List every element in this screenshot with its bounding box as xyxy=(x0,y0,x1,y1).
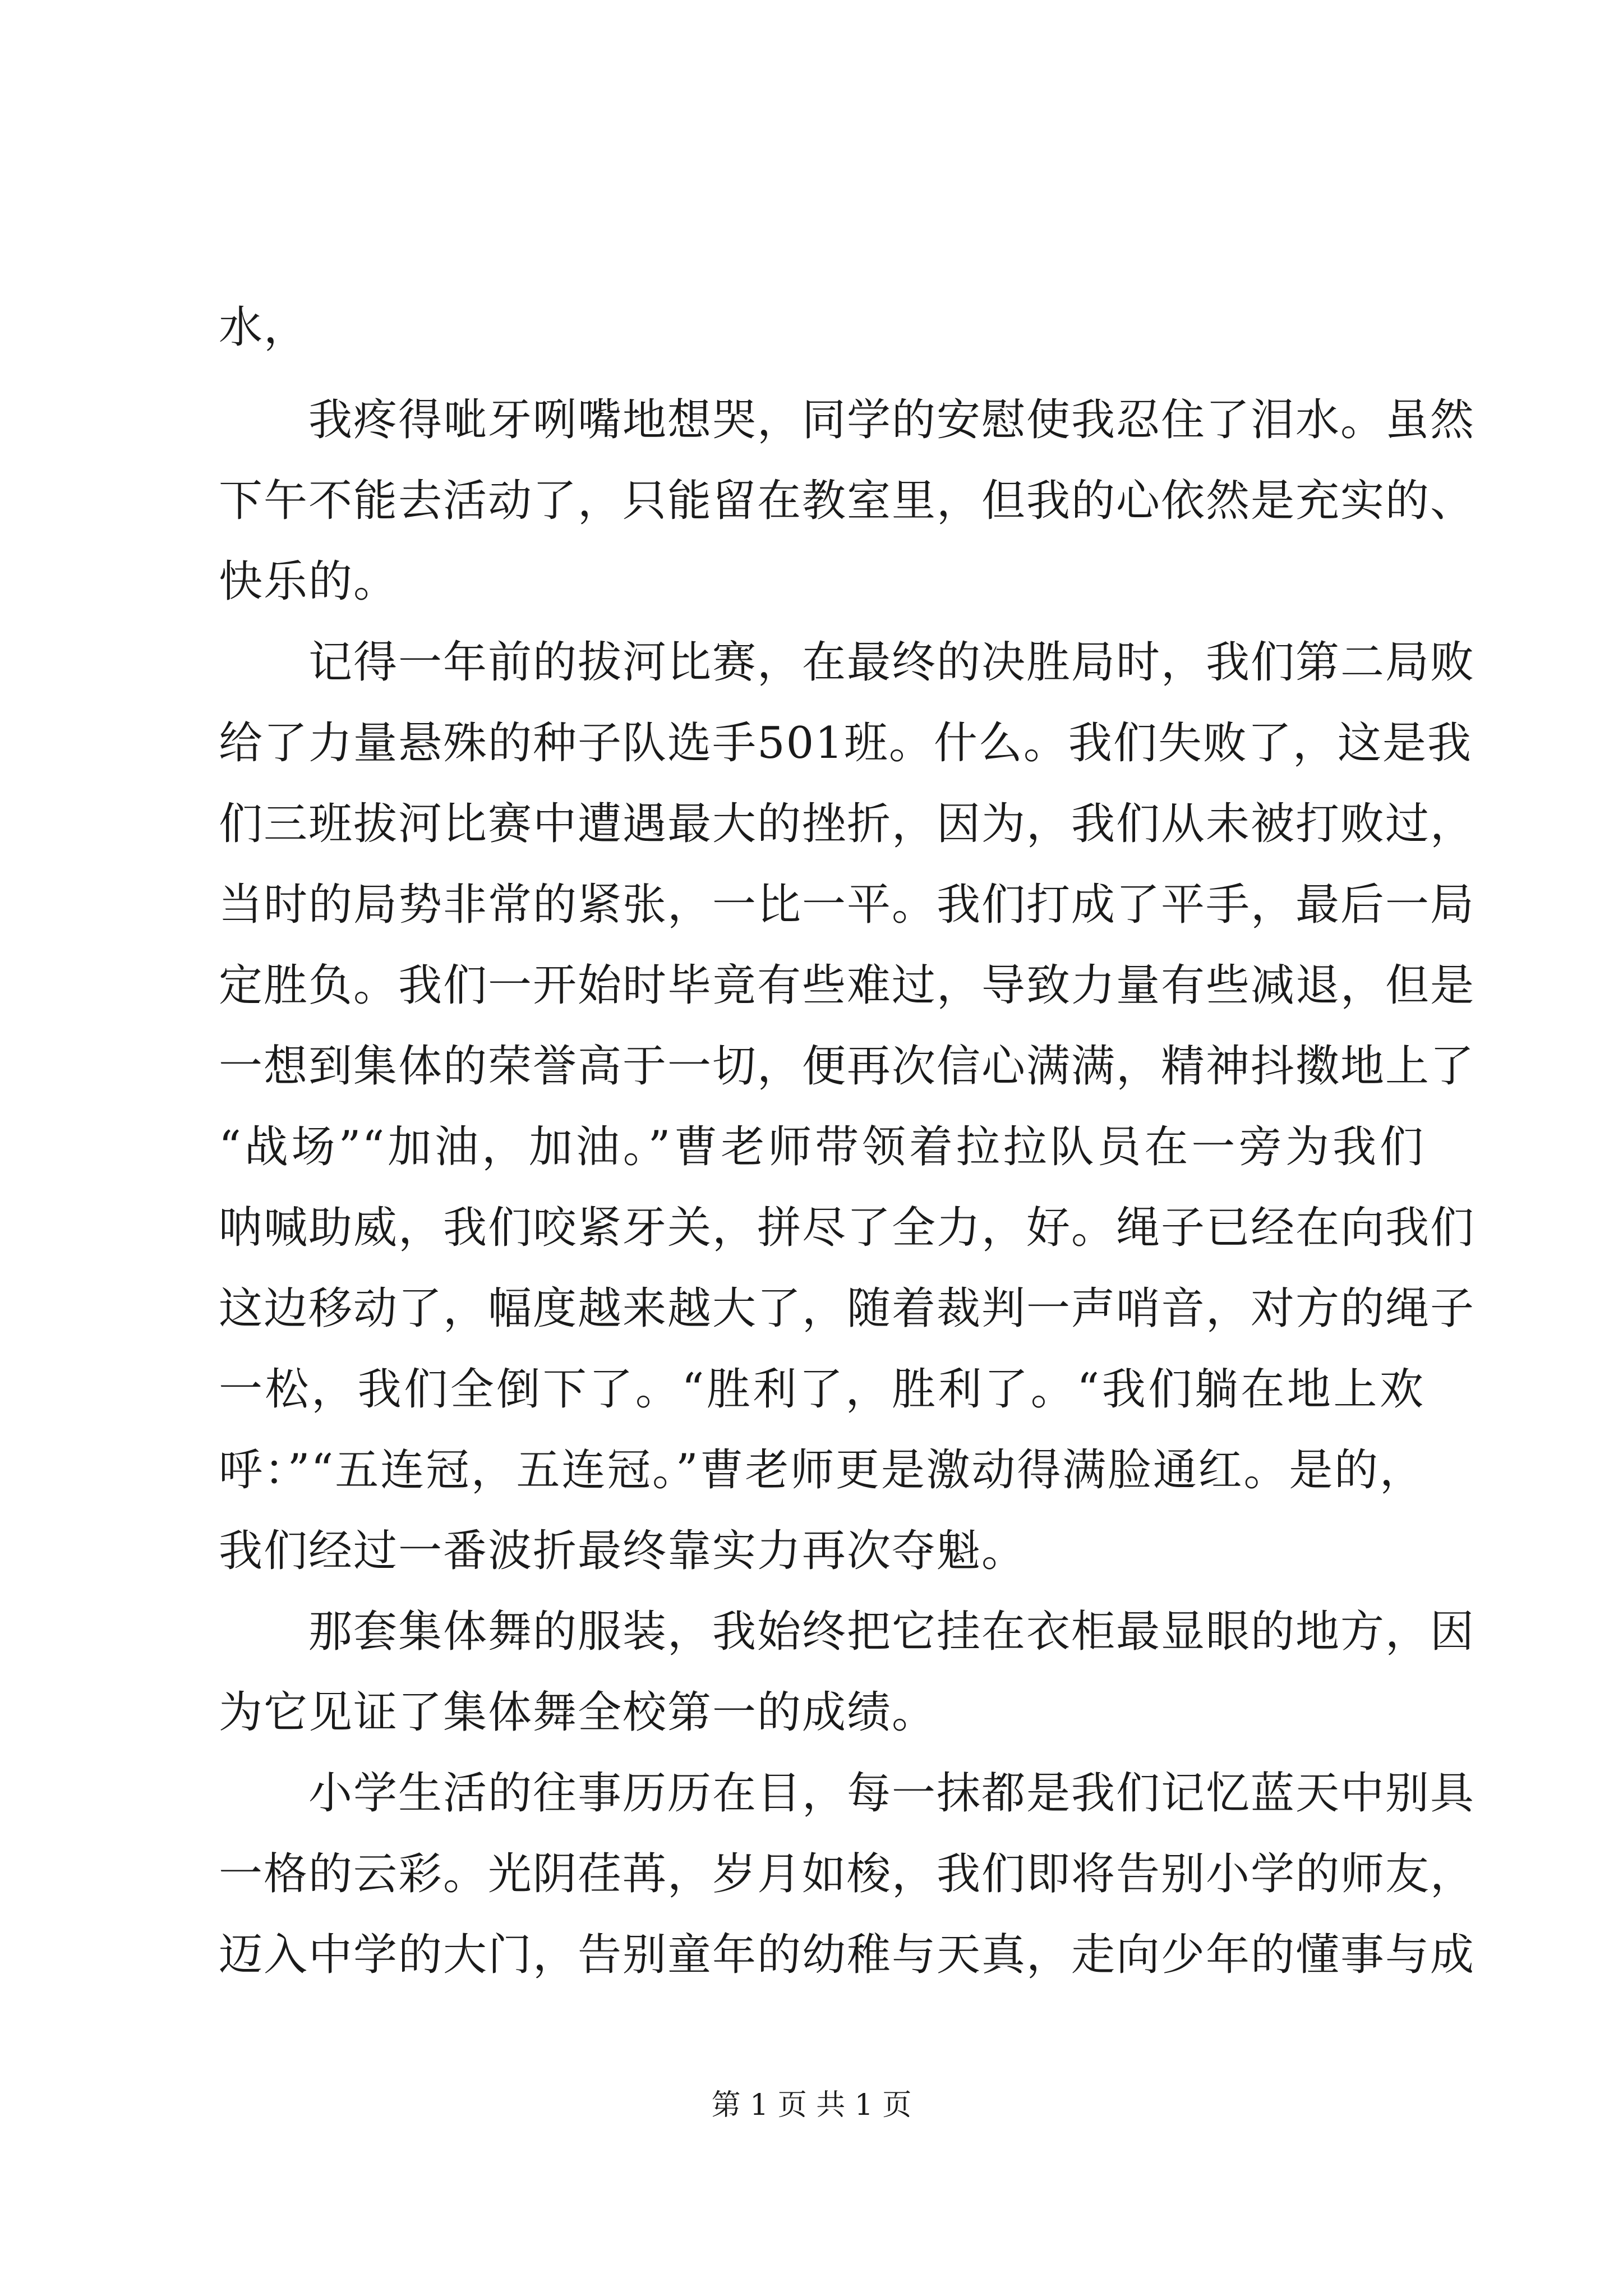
text-line: 一格的云彩。光阴荏苒，岁月如梭，我们即将告别小学的师友， xyxy=(219,1849,1476,1899)
text-line: 呐喊助威，我们咬紧牙关，拼尽了全力，好。绳子已经在向我们 xyxy=(219,1203,1476,1253)
page-number-footer: 第 1 页 共 1 页 xyxy=(711,2088,912,2122)
text-line: 当时的局势非常的紧张，一比一平。我们打成了平手，最后一局 xyxy=(219,880,1476,930)
text-line: 一松，我们全倒下了。“胜利了，胜利了。“我们躺在地上欢 xyxy=(219,1364,1424,1415)
text-line: 这边移动了，幅度越来越大了，随着裁判一声哨音，对方的绳子 xyxy=(219,1283,1476,1334)
paragraph-first-line: 小学生活的往事历历在目，每一抹都是我们记忆蓝天中别具 xyxy=(308,1768,1476,1819)
paragraph-first-line: 我疼得呲牙咧嘴地想哭，同学的安慰使我忍住了泪水。虽然 xyxy=(308,395,1476,445)
text-line: 为它见证了集体舞全校第一的成绩。 xyxy=(219,1687,937,1738)
text-line: 迈入中学的大门，告别童年的幼稚与天真，走向少年的懂事与成 xyxy=(219,1930,1476,1980)
text-line: 水， xyxy=(219,302,309,353)
paragraph-first-line: 记得一年前的拔河比赛，在最终的决胜局时，我们第二局败 xyxy=(308,637,1476,688)
text-line: 呼：”“五连冠，五连冠。”曹老师更是激动得满脸通红。是的， xyxy=(219,1445,1424,1496)
text-line: 快乐的。 xyxy=(219,556,399,607)
text-line: 下午不能去活动了，只能留在教室里，但我的心依然是充实的、 xyxy=(219,476,1476,526)
paragraph-first-line: 那套集体舞的服装，我始终把它挂在衣柜最显眼的地方，因 xyxy=(308,1607,1476,1657)
text-line: 我们经过一番波折最终靠实力再次夺魁。 xyxy=(219,1526,1027,1576)
text-line: 定胜负。我们一开始时毕竟有些难过，导致力量有些减退，但是 xyxy=(219,960,1476,1011)
text-line: 一想到集体的荣誉高于一切，便再次信心满满，精神抖擞地上了 xyxy=(219,1041,1476,1092)
text-line: “战场”“加油，加油。”曹老师带领着拉拉队员在一旁为我们 xyxy=(219,1122,1424,1172)
text-line: 给了力量悬殊的种子队选手501班。什么。我们失败了，这是我 xyxy=(219,718,1472,769)
text-line: 们三班拔河比赛中遭遇最大的挫折，因为，我们从未被打败过， xyxy=(219,799,1476,849)
